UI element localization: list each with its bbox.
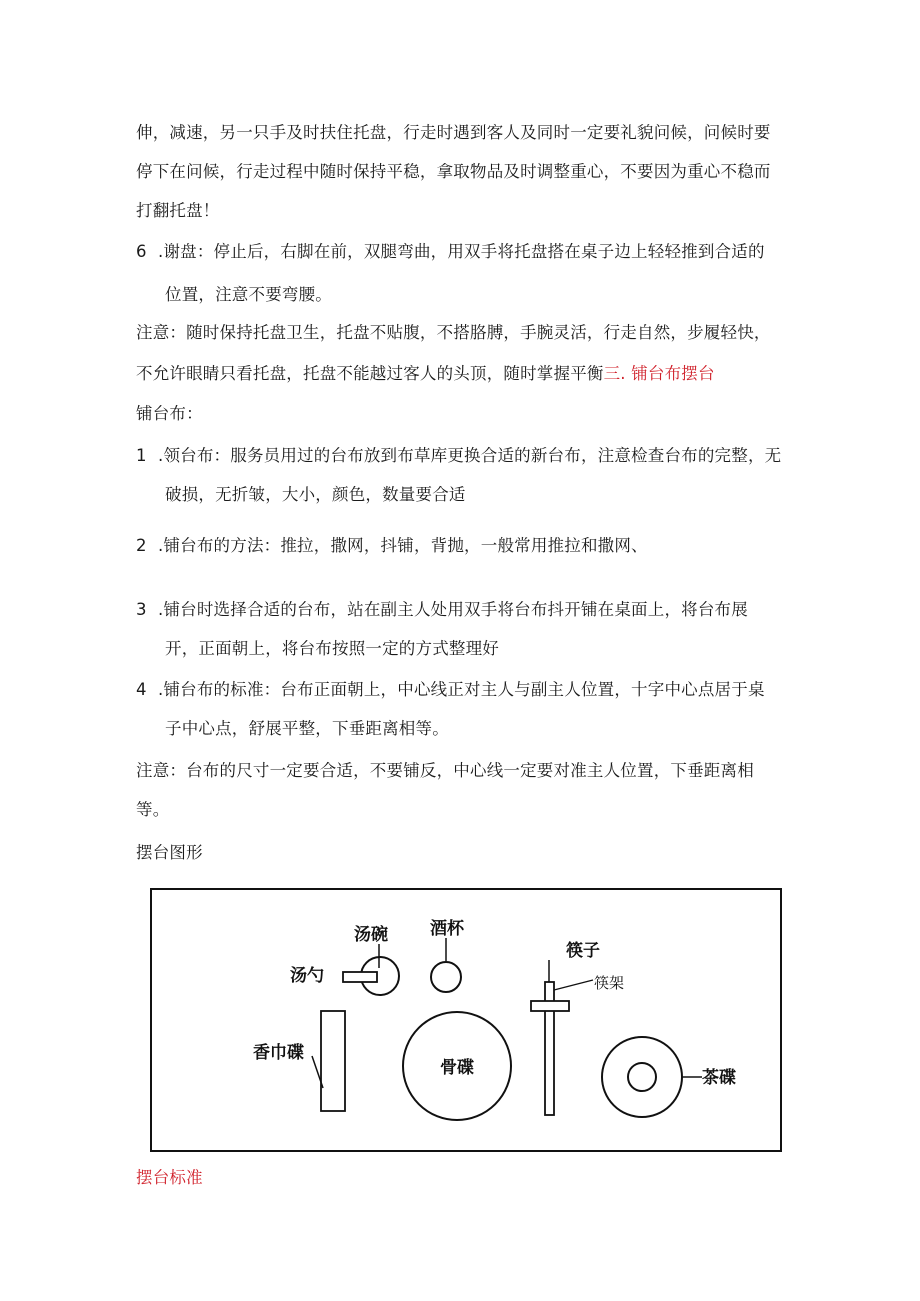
list-item-1	[136, 445, 781, 467]
list-item-continuation: 破损，无折皱，大小，颜色，数量要合适	[165, 485, 466, 504]
note-line: 注意：台布的尺寸一定要合适，不要铺反，中心线一定要对准主人位置，下垂距离相	[136, 761, 754, 780]
towel-plate-label: 香巾碟	[253, 1043, 304, 1063]
item-number: 6	[136, 242, 147, 261]
note-text: 不允许眼睛只看托盘，托盘不能越过客人的头顶，随时掌握平衡	[136, 364, 604, 383]
spoon-label: 汤勺	[290, 966, 324, 986]
list-item-3	[136, 599, 748, 621]
diagram-frame	[151, 889, 781, 1151]
item-text: .领台布：服务员用过的台布放到布草库更换合适的新台布，注意检查台布的完整，无	[158, 446, 782, 465]
item-number: 1	[136, 446, 147, 465]
figure-title: 摆台图形	[136, 843, 203, 862]
item-text: .铺台时选择合适的台布，站在副主人处用双手将台布抖开铺在桌面上，将台布展	[158, 600, 748, 619]
item-number: 2	[136, 536, 147, 555]
item-text: .铺台布的方法：推拉，撒网，抖铺，背抛，一般常用推拉和撒网、	[158, 536, 648, 555]
section-heading: 三. 铺台布摆台	[603, 364, 715, 383]
list-item-continuation: 位置，注意不要弯腰。	[165, 285, 332, 304]
item-number: 4	[136, 680, 147, 699]
paragraph-line: 停下在问候，行走过程中随时保持平稳，拿取物品及时调整重心，不要因为重心不稳而	[136, 162, 771, 181]
soup-bowl-label: 汤碗	[354, 925, 388, 945]
list-item-continuation: 子中心点，舒展平整，下垂距离相等。	[165, 719, 449, 738]
list-item-6	[136, 241, 765, 263]
paragraph-line: 伸，减速，另一只手及时扶住托盘，行走时遇到客人及同时一定要礼貌问候，问候时要	[136, 123, 771, 142]
chopstick-rest-shape	[531, 1001, 569, 1011]
list-item-4	[136, 679, 765, 701]
bone-plate-label: 骨碟	[440, 1058, 474, 1078]
item-text: .谢盘：停止后，右脚在前，双腿弯曲，用双手将托盘搭在桌子边上轻轻推到合适的	[158, 242, 765, 261]
chopsticks-label: 筷子	[566, 941, 600, 961]
spoon-shape	[343, 972, 377, 982]
towel-plate-shape	[321, 1011, 345, 1111]
subheading: 铺台布：	[136, 404, 203, 423]
paragraph-line: 打翻托盘！	[136, 201, 220, 220]
list-item-continuation: 开，正面朝上，将台布按照一定的方式整理好	[165, 639, 499, 658]
note-line	[136, 363, 715, 385]
tea-plate-label: 茶碟	[702, 1068, 736, 1088]
wine-glass-label: 酒杯	[430, 919, 464, 939]
table-setting-diagram	[150, 888, 782, 1152]
chopstick-rest-label: 筷架	[594, 974, 625, 992]
list-item-2	[136, 535, 648, 557]
item-number: 3	[136, 600, 147, 619]
figure-caption: 摆台标准	[136, 1168, 203, 1187]
item-text: .铺台布的标准：台布正面朝上，中心线正对主人与副主人位置，十字中心点居于桌	[158, 680, 765, 699]
note-line: 注意：随时保持托盘卫生，托盘不贴腹，不搭胳膊，手腕灵活，行走自然，步履轻快，	[136, 323, 771, 342]
note-line: 等。	[136, 800, 170, 819]
